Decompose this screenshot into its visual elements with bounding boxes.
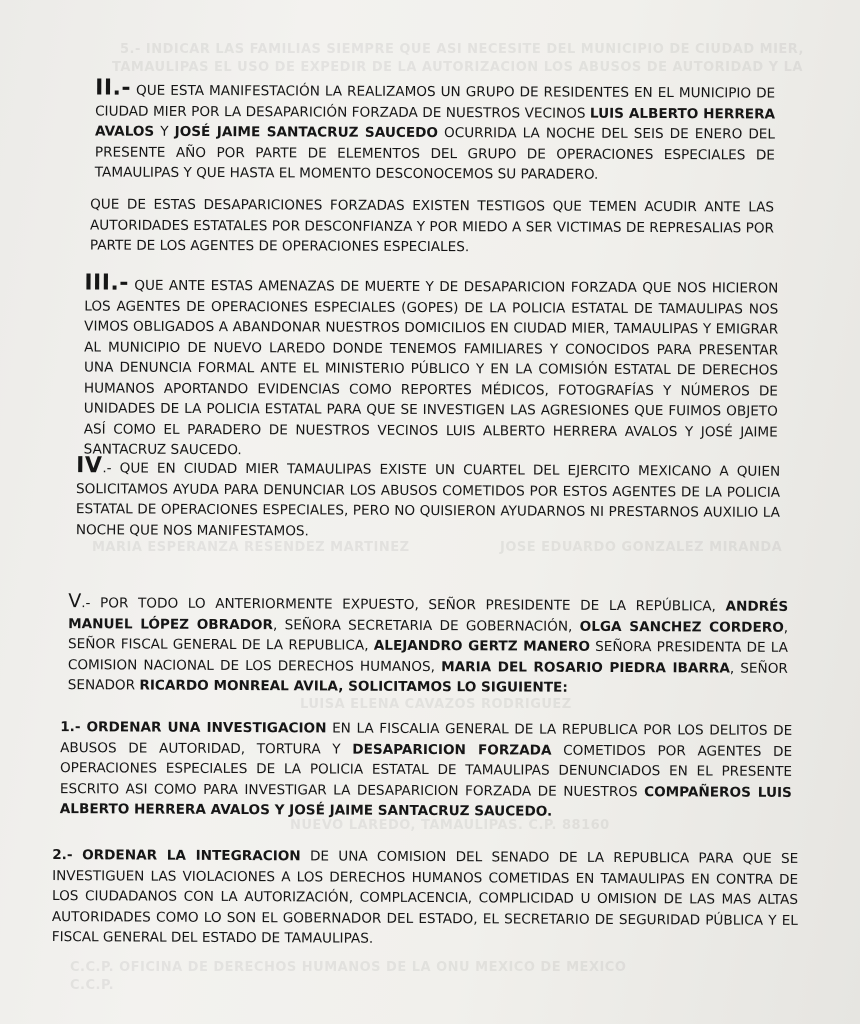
paragraph-iii [83, 270, 779, 463]
paragraph-text: .- QUE EN CIUDAD MIER TAMAULIPAS EXISTE UN CUARTEL DEL EJERCITO MEXICANO A QUIEN SOLICITAMOS AYUDA PARA DENUNCIAR LOS ABUSOS COMETIDOS POR ESTOS AGENTES DE LA POLICIA ESTATAL DE OPERACIONES ESPECIALES, PERO NO QUISIERON AYUDARNOS NI PRESTARNOS AUXILIO LA NOCHE QUE NOS MANIFESTAMOS. [75, 460, 781, 539]
highlighted-name: ANDRÉS MANUEL LÓPEZ OBRADOR [68, 598, 789, 633]
request-1 [60, 717, 793, 823]
highlighted-name: RICARDO MONREAL AVILA, SOLICITAMOS LO SIGUIENTE: [139, 677, 568, 696]
ghost-line: 5.- INDICAR LAS FAMILIAS SIEMPRE QUE ASI NECESITE DEL MUNICIPIO DE CIUDAD MIER, [120, 42, 804, 57]
ghost-line: NUEVO LAREDO, TAMAULIPAS. C.P. 88160 [290, 818, 610, 833]
paragraph-text: SEÑORA PRESIDENTA DE LA COMISION NACIONAL DE LOS DERECHOS HUMANOS, [67, 638, 789, 675]
paragraph-text: DE UNA COMISION DEL SENADO DE LA REPUBLICA PARA QUE SE INVESTIGUEN LAS VIOLACIONES A LOS DERECHOS HUMANOS COMETIDAS EN TAMAULIPAS EN CONTRA DE LOS CIUDADANOS CON LA AUTORIZACIÓN, COMPLACENCIA, COMPLICIDAD U OMISION DE LAS MAS ALTAS AUTORIDADES COMO LO SON EL GOBERNADOR DEL ESTADO, EL SECRETARIO DE SEGURIDAD PÚBLICA Y EL FISCAL GENERAL DEL ESTADO DE TAMAULIPAS. [51, 848, 799, 947]
highlighted-name: OLGA SANCHEZ CORDERO [579, 618, 784, 636]
ghost-line: C.C.P. OFICINA DE DERECHOS HUMANOS DE LA ONU MEXICO DE MEXICO [70, 960, 627, 975]
request-2 [52, 845, 799, 951]
highlighted-name: ALEJANDRO GERTZ MANERO [373, 637, 590, 655]
paragraph-ii [94, 75, 776, 186]
paragraph-iv [75, 453, 781, 544]
paragraph-text: EN LA FISCALIA GENERAL DE LA REPUBLICA POR LOS DELITOS DE ABUSOS DE AUTORIDAD, TORTURA Y [60, 720, 793, 758]
highlighted-name: COMPAÑEROS LUIS ALBERTO HERRERA AVALOS Y JOSÉ JAIME SANTACRUZ SAUCEDO. [59, 783, 792, 820]
section-number: V [68, 590, 82, 613]
ghost-line: MARIA ESPERANZA RESENDEZ MARTINEZ [92, 540, 410, 555]
section-number: II.- [95, 75, 132, 101]
paragraph-text: , SEÑORA SECRETARIA DE GOBERNACIÓN, [272, 616, 580, 635]
highlighted-name: JOSÉ JAIME SANTACRUZ SAUCEDO [174, 123, 439, 142]
request-heading: 2.- ORDENAR LA INTEGRACION [52, 847, 301, 865]
paragraph-text: QUE ESTA MANIFESTACIÓN LA REALIZAMOS UN GRUPO DE RESIDENTES EN EL MUNICIPIO DE CIUDAD MIER POR LA DESAPARICIÓN FORZADA DE NUESTROS VECINOS [95, 82, 776, 122]
section-number: IV [76, 453, 103, 479]
paragraph-text: QUE ANTE ESTAS AMENAZAS DE MUERTE Y DE DESAPARICION FORZADA QUE NOS HICIERON LOS AGENTES DE OPERACIONES ESPECIALES (GOPES) DE LA POLICIA ESTATAL DE TAMAULIPAS NOS VIMOS OBLIGADOS A ABANDONAR NUESTROS DOMICILIOS EN CIUDAD MIER, TAMAULIPAS Y EMIGRAR AL MUNICIPIO DE NUEVO LAREDO DONDE TENEMOS FAMILIARES Y CONOCIDOS PARA PRESENTAR UNA DENUNCIA FORMAL ANTE EL MINISTERIO PÚBLICO Y EN LA COMISIÓN ESTATAL DE DERECHOS HUMANOS APORTANDO EVIDENCIAS COMO REPORTES MÉDICOS, FOTOGRAFÍAS Y NÚMEROS DE UNIDADES DE LA POLICIA ESTATAL PARA QUE SE INVESTIGEN LAS AGRESIONES QUE FUIMOS OBJETO ASÍ COMO EL PARADERO DE NUESTROS VECINOS LUIS ALBERTO HERRERA AVALOS Y JOSÉ JAIME SANTACRUZ SAUCEDO. [83, 277, 779, 459]
ghost-line: JOSE EDUARDO GONZALEZ MIRANDA [500, 540, 783, 555]
paragraph-text: .- POR TODO LO ANTERIORMENTE EXPUESTO, SEÑOR PRESIDENTE DE LA REPÚBLICA, [81, 595, 726, 615]
paragraph-text: , SEÑOR SENADOR [67, 660, 788, 694]
request-heading: 1.- ORDENAR UNA INVESTIGACION [60, 719, 327, 737]
highlighted-term: DESAPARICION FORZADA [352, 741, 552, 759]
paragraph-witnesses [90, 195, 774, 259]
paragraph-text: Y [154, 123, 175, 140]
ghost-line: LUISA ELENA CAVAZOS RODRIGUEZ [300, 697, 572, 712]
highlighted-name: MARIA DEL ROSARIO PIEDRA IBARRA [441, 658, 730, 677]
ghost-line: C.C.P. [70, 978, 115, 993]
paragraph-v [68, 591, 789, 699]
paragraph-text: COMETIDOS POR AGENTES DE OPERACIONES ESPECIALES DE LA POLICIA ESTATAL DE TAMAULIPAS DENUNCIADOS EN EL PRESENTE ESCRITO ASI COMO PARA INVESTIGAR LA DESAPARICION FORZADA DE NUESTROS [59, 742, 793, 800]
paragraph-text: , SEÑOR FISCAL GENERAL DE LA REPUBLICA, [67, 619, 789, 654]
highlighted-name: LUIS ALBERTO HERRERA AVALOS [94, 105, 776, 140]
paragraph-text: QUE DE ESTAS DESAPARICIONES FORZADAS EXISTEN TESTIGOS QUE TEMEN ACUDIR ANTE LAS AUTORIDADES ESTATALES POR DESCONFIANZA Y POR MIEDO A SER VICTIMAS DE REPRESALIAS POR PARTE DE LOS AGENTES DE OPERACIONES ESPECIALES. [89, 196, 775, 256]
section-number: III.- [84, 270, 129, 296]
ghost-line: TAMAULIPAS EL USO DE EXPEDIR DE LA AUTORIZACION LOS ABUSOS DE AUTORIDAD Y LA [112, 60, 803, 75]
paragraph-text: OCURRIDA LA NOCHE DEL SEIS DE ENERO DEL PRESENTE AÑO POR PARTE DE ELEMENTOS DEL GRUPO DE OPERACIONES ESPECIALES DE TAMAULIPAS Y QUE HASTA EL MOMENTO DESCONOCEMOS SU PARADERO. [94, 125, 776, 183]
